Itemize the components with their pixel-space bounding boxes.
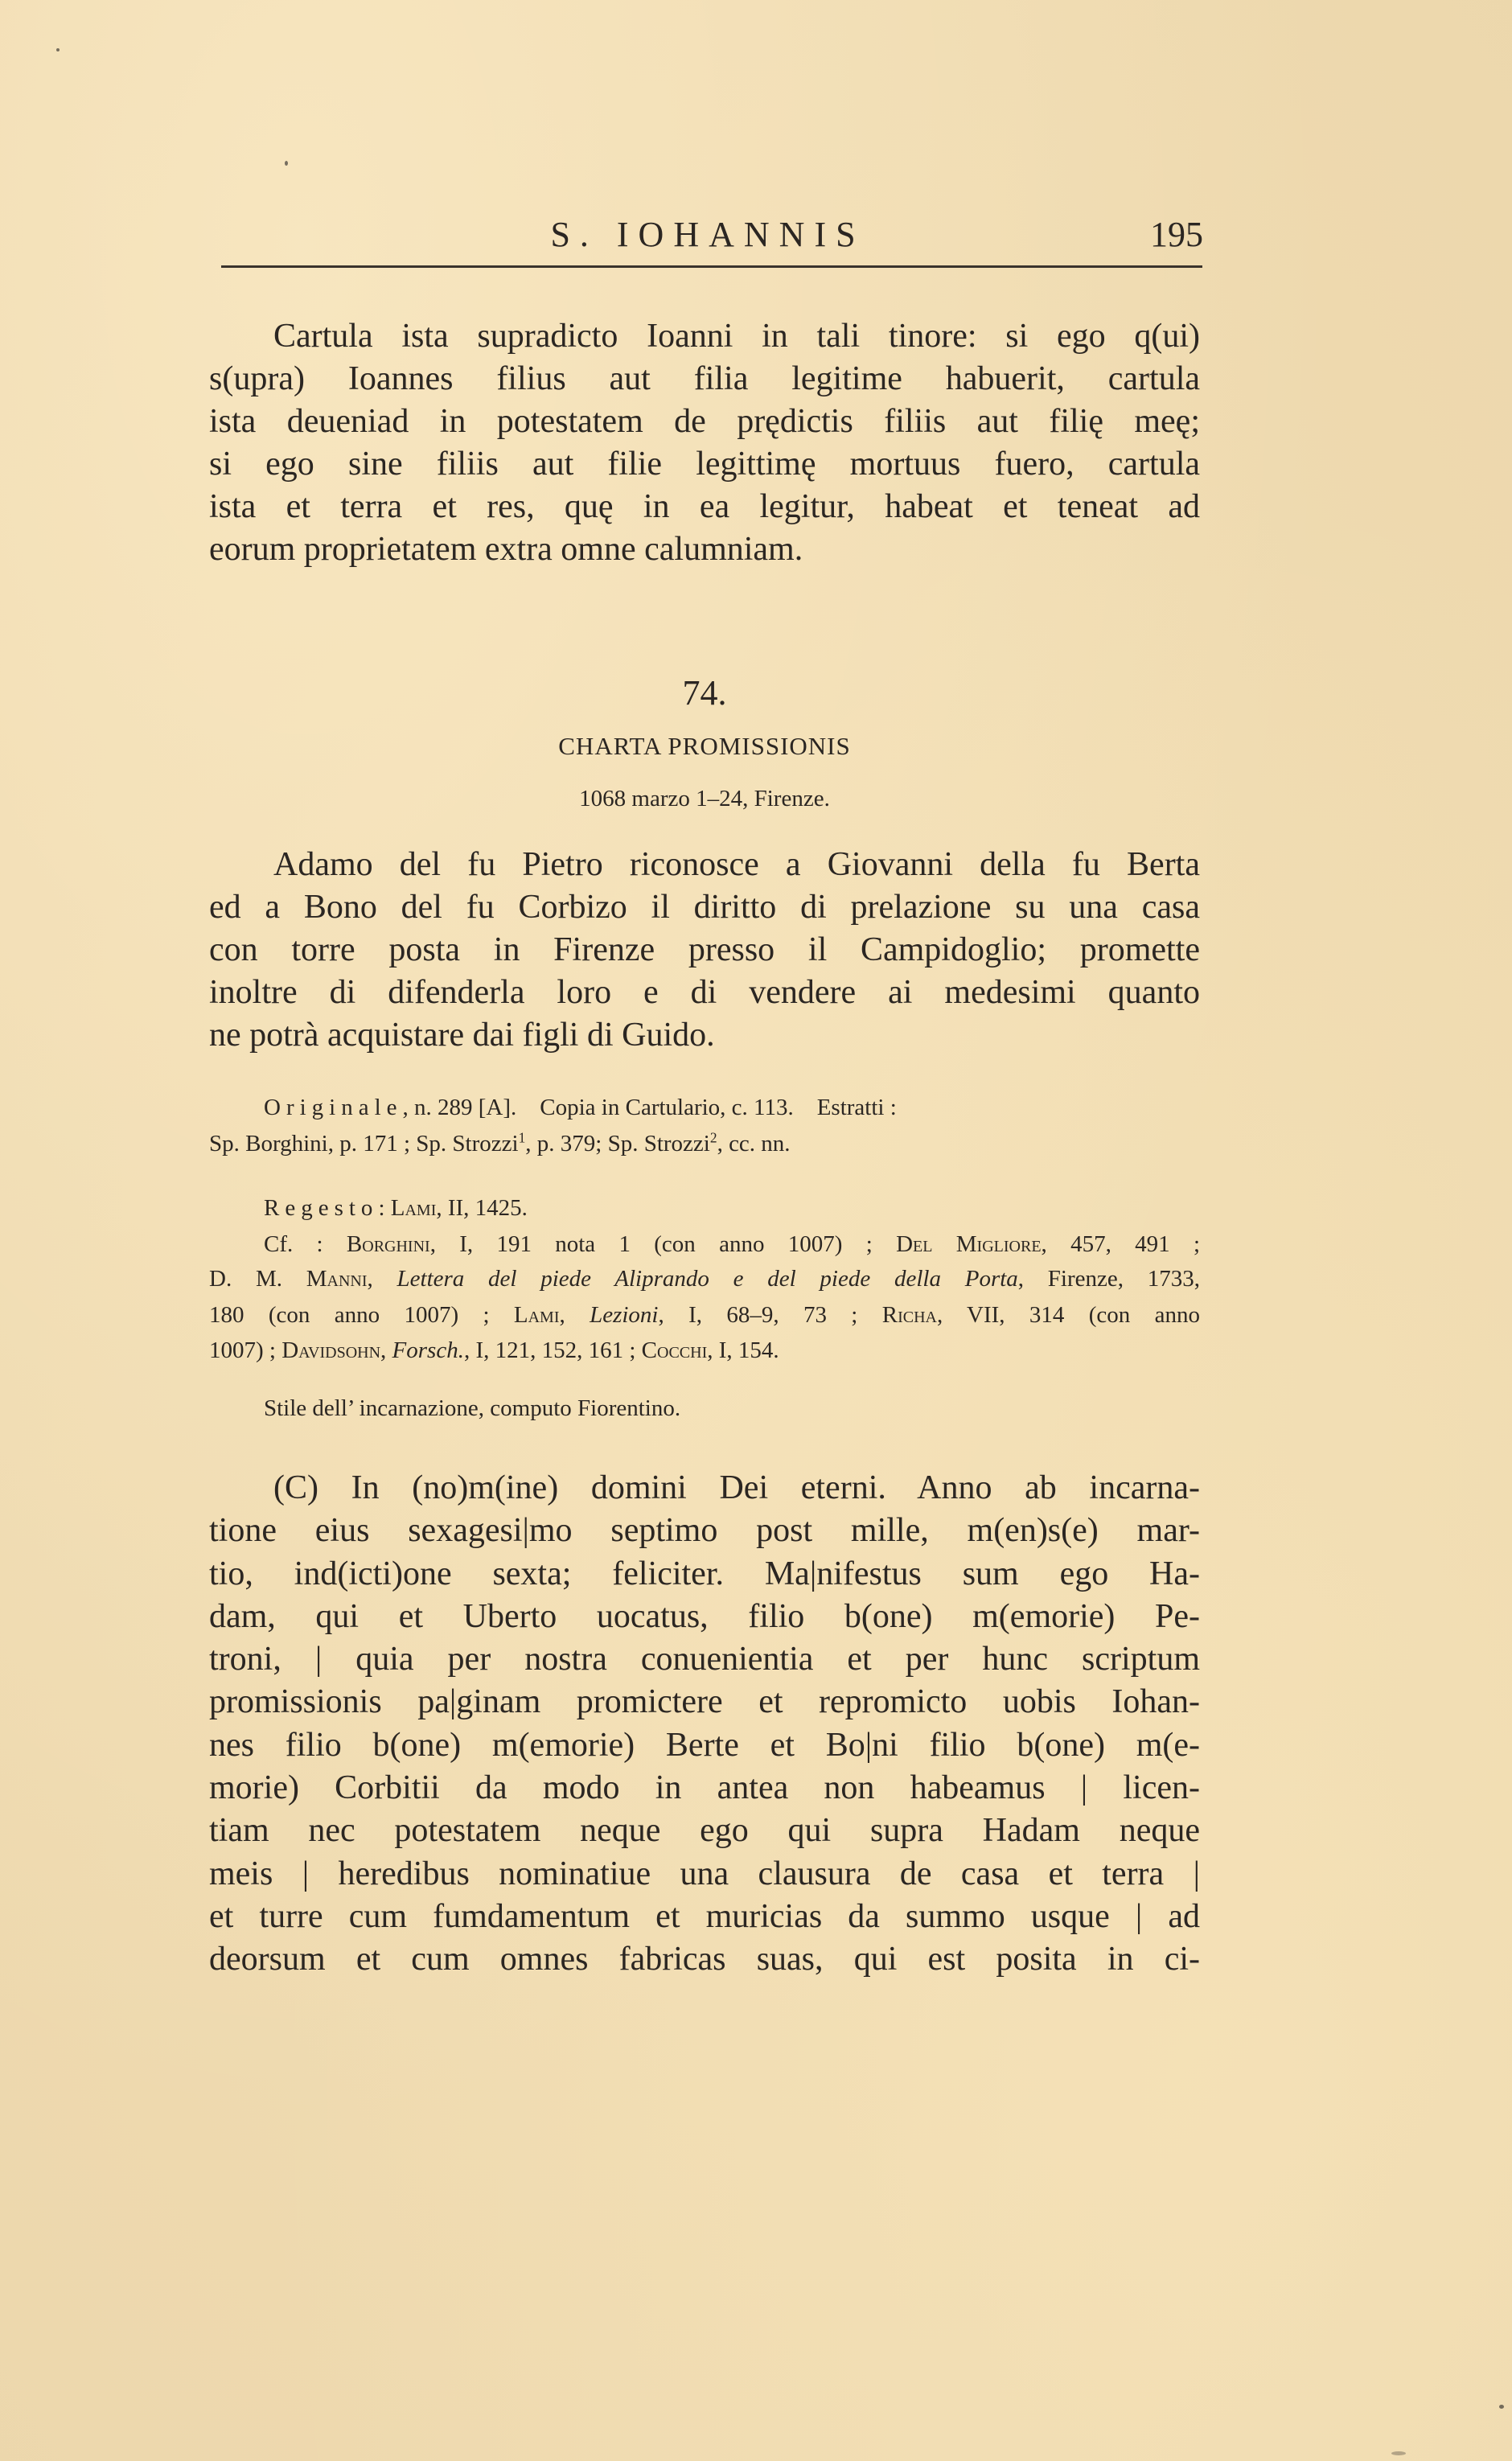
- author-name: Davidsohn: [281, 1337, 381, 1363]
- reference: , I, 68–9, 73 ;: [658, 1302, 882, 1328]
- text-line: s(upra) Ioannes filius aut filia legitime habuerit, cartula: [209, 360, 1200, 397]
- summary-line: inoltre di difenderla loro e di vendere ai medesimi quanto: [209, 974, 1200, 1011]
- reference: , II, 1425.: [436, 1195, 528, 1221]
- text-line: Cartula ista supradicto Ioanni in tali tinore: si ego q(ui): [273, 318, 1200, 355]
- dating-style-note: Stile dell’ incarnazione, computo Fiorentino.: [264, 1395, 681, 1421]
- tradition-details: , n. 289 [A]. Copia in Cartulario, c. 113. Estratti :: [402, 1095, 897, 1120]
- tradition-line-1: [264, 1090, 1200, 1125]
- text-line: si ego sine filiis aut filie legittimę mortuus fuero, cartula: [209, 446, 1200, 483]
- extract-ref: , p. 379; Sp. Strozzi: [525, 1131, 710, 1157]
- document-date-place: 1068 marzo 1–24, Firenze.: [579, 786, 830, 811]
- work-title: Forsch.: [392, 1337, 464, 1363]
- author-name: Borghini: [346, 1231, 430, 1257]
- cf-line-2: [209, 1261, 1200, 1296]
- summary-line: ed a Bono del fu Corbizo il diritto di prelazione su una casa: [209, 889, 1200, 926]
- extract-ref: Sp. Borghini, p. 171 ; Sp. Strozzi: [209, 1131, 519, 1157]
- reference: , Firenze, 1733,: [1017, 1266, 1201, 1292]
- charter-line: tiam nec potestatem neque ego qui supra Hadam neque: [209, 1812, 1200, 1849]
- running-title: S. IOHANNIS: [550, 215, 865, 254]
- reference: D. M.: [209, 1266, 306, 1292]
- author-name: Richa: [881, 1302, 937, 1328]
- reference: , VII, 314 (con anno: [936, 1302, 1201, 1328]
- reference: 1007) ;: [209, 1337, 282, 1363]
- cf-line-1: [264, 1226, 1200, 1262]
- charter-line: promissionis pa|ginam promictere et repromicto uobis Iohan-: [209, 1683, 1200, 1720]
- cf-line-3: [209, 1297, 1200, 1333]
- regesto-line: [264, 1190, 1200, 1226]
- work-title: Lettera del piede Aliprando e del piede della Porta: [396, 1266, 1018, 1292]
- reference: ,: [559, 1302, 590, 1328]
- reference: , I, 191 nota 1 (con anno 1007) ;: [429, 1231, 897, 1257]
- charter-line: meis | heredibus nominatiue una clausura de casa et terra |: [209, 1855, 1200, 1892]
- header-rule: [221, 265, 1202, 268]
- charter-line: deorsum et cum omnes fabricas suas, qui est posita in ci-: [209, 1941, 1200, 1978]
- paper-speck: [1391, 2451, 1406, 2455]
- charter-line: troni, | quia per nostra conuenientia et per hunc scriptum: [209, 1641, 1200, 1678]
- summary-line: ne potrà acquistare dai figli di Guido.: [209, 1017, 715, 1054]
- reference: , I, 121, 152, 161 ;: [463, 1337, 642, 1363]
- reference: ,: [380, 1337, 392, 1363]
- author-name: Del Migliore: [896, 1231, 1042, 1257]
- reference: 180 (con anno 1007) ;: [209, 1302, 514, 1328]
- author-name: Lami: [390, 1195, 437, 1221]
- summary-line: con torre posta in Firenze presso il Campidoglio; promette: [209, 931, 1200, 968]
- page-number: 195: [1150, 215, 1203, 254]
- work-title: Lezioni: [590, 1302, 659, 1328]
- charter-line: et turre cum fumdamentum et muricias da summo usque | ad: [209, 1898, 1200, 1935]
- charter-line: tio, ind(icti)one sexta; feliciter. Ma|nifestus sum ego Ha-: [209, 1555, 1200, 1592]
- tradition-line-2: [209, 1126, 1200, 1161]
- colon: :: [378, 1195, 391, 1221]
- reference: ,: [367, 1266, 397, 1292]
- originale-label: Originale: [264, 1095, 403, 1120]
- reference: , I, 154.: [707, 1337, 779, 1363]
- charter-line: tione eius sexagesi|mo septimo post mille, m(en)s(e) mar-: [209, 1512, 1200, 1549]
- text-line: eorum proprietatem extra omne calumniam.: [209, 531, 803, 568]
- author-name: Lami: [513, 1302, 560, 1328]
- text-line: ista deueniad in potestatem de prędictis filiis aut filię meę;: [209, 403, 1200, 440]
- cf-label: Cf. :: [264, 1231, 347, 1257]
- regesto-label: Regesto: [264, 1195, 379, 1221]
- charter-line: (C) In (no)m(ine) domini Dei eterni. Anno ab incarna-: [273, 1469, 1200, 1506]
- cf-line-4: [209, 1333, 1200, 1368]
- document-title: CHARTA PROMISSIONIS: [558, 732, 851, 760]
- text-line: ista et terra et res, quę in ea legitur, habeat et teneat ad: [209, 488, 1200, 525]
- paper-speck: [56, 48, 60, 51]
- summary-line: Adamo del fu Pietro riconosce a Giovanni della fu Berta: [273, 846, 1200, 883]
- charter-line: dam, qui et Uberto uocatus, filio b(one) m(emorie) Pe-: [209, 1598, 1200, 1635]
- document-number: 74.: [682, 673, 727, 713]
- paper-speck: [285, 161, 288, 166]
- extract-ref: , cc. nn.: [717, 1131, 791, 1157]
- author-name: Cocchi: [641, 1337, 708, 1363]
- charter-line: morie) Corbitii da modo in antea non habeamus | licen-: [209, 1769, 1200, 1806]
- superscript: 1: [518, 1129, 526, 1146]
- charter-line: nes filio b(one) m(emorie) Berte et Bo|ni filio b(one) m(e-: [209, 1727, 1200, 1764]
- author-name: Manni: [306, 1266, 368, 1292]
- paper-speck: [1499, 2405, 1504, 2409]
- reference: , 457, 491 ;: [1041, 1231, 1201, 1257]
- superscript: 2: [709, 1129, 717, 1146]
